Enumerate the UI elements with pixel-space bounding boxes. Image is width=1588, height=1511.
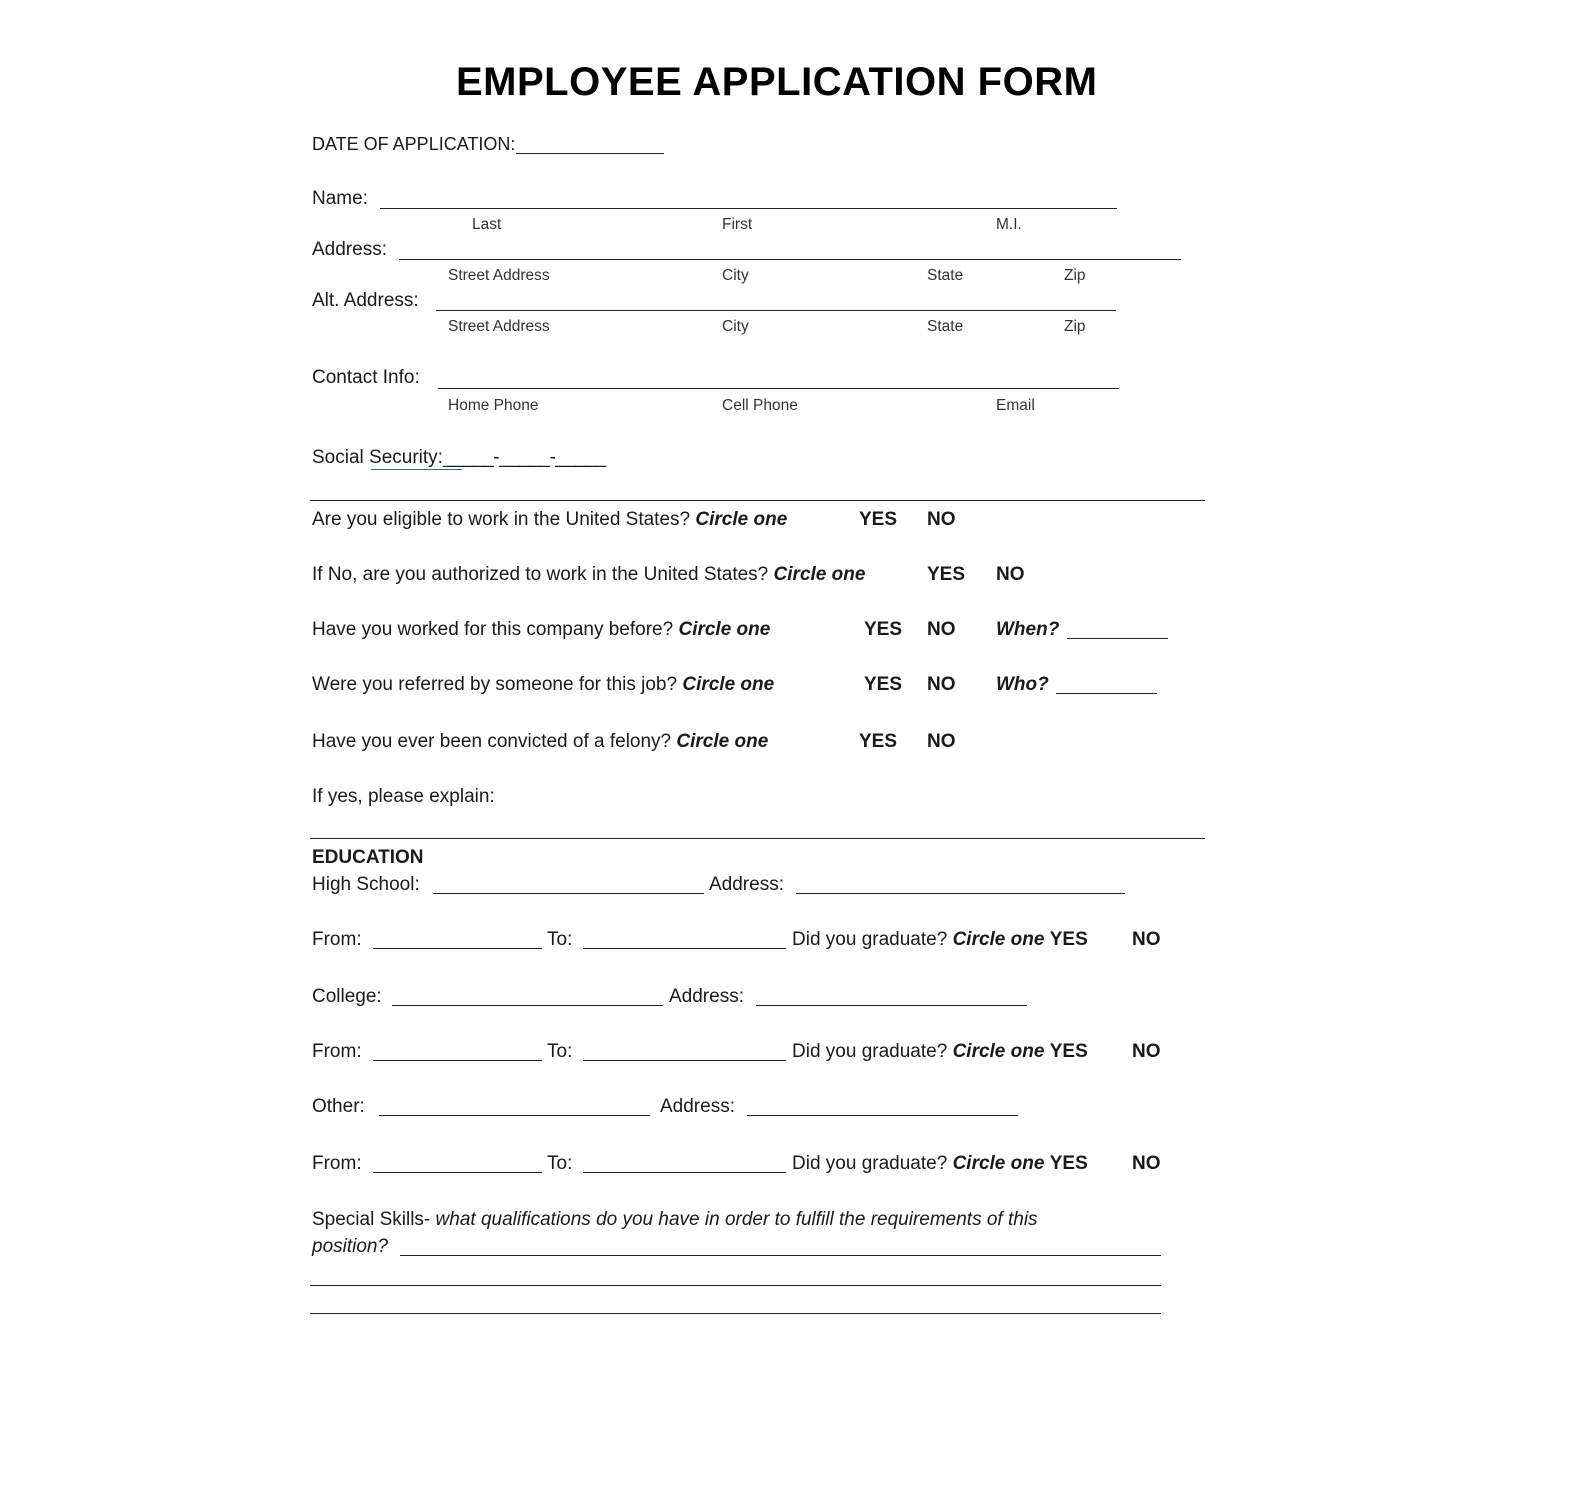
contact-label: Contact Info: (312, 367, 420, 388)
question-authorized: If No, are you authorized to work in the United States? Circle one (312, 564, 866, 585)
contact-field[interactable] (438, 388, 1119, 389)
college-from-label: From: (312, 1041, 362, 1062)
hs-to-field[interactable] (583, 948, 786, 949)
college-address-field[interactable] (756, 1005, 1027, 1006)
alt-address-sub-city: City (722, 318, 749, 335)
special-skills-field-3[interactable] (310, 1313, 1161, 1314)
alt-address-field[interactable] (436, 310, 1116, 311)
contact-sub-cell-phone: Cell Phone (722, 397, 798, 414)
alt-address-sub-street: Street Address (448, 318, 550, 335)
college-to-label: To: (547, 1041, 573, 1062)
question-referred: Were you referred by someone for this job? Circle one (312, 674, 775, 695)
hs-from-field[interactable] (373, 948, 542, 949)
explain-line[interactable] (310, 838, 1205, 839)
address-field[interactable] (399, 259, 1181, 260)
alt-address-sub-zip: Zip (1064, 318, 1086, 335)
special-skills-field-1[interactable] (400, 1255, 1161, 1256)
authorized-no-option[interactable]: NO (996, 564, 1025, 585)
other-label: Other: (312, 1096, 365, 1117)
high-school-label: High School: (312, 874, 420, 895)
question-eligible: Are you eligible to work in the United States? Circle one (312, 509, 788, 530)
other-graduate-yes-option[interactable]: YES (1049, 1153, 1088, 1174)
college-address-label: Address: (669, 986, 744, 1007)
college-to-field[interactable] (583, 1060, 786, 1061)
hs-graduate-question: Did you graduate? Circle one YES (792, 929, 1088, 950)
worked-before-yes-option[interactable]: YES (864, 619, 903, 640)
alt-address-label: Alt. Address: (312, 290, 419, 311)
name-sub-mi: M.I. (996, 216, 1022, 233)
referred-no-option[interactable]: NO (927, 674, 956, 695)
authorized-yes-option[interactable]: YES (927, 564, 966, 585)
question-worked-before: Have you worked for this company before? Circle one (312, 619, 771, 640)
name-sub-last: Last (472, 216, 502, 233)
hs-graduate-yes-option[interactable]: YES (1049, 929, 1088, 950)
name-sub-first: First (722, 216, 753, 233)
address-sub-state: State (927, 267, 964, 284)
high-school-field[interactable] (433, 893, 704, 894)
who-field[interactable] (1056, 693, 1157, 694)
felony-no-option[interactable]: NO (927, 731, 956, 752)
college-from-field[interactable] (373, 1060, 542, 1061)
worked-before-no-option[interactable]: NO (927, 619, 956, 640)
when-field[interactable] (1067, 638, 1168, 639)
contact-sub-email: Email (996, 397, 1035, 414)
address-sub-city: City (722, 267, 749, 284)
who-label: Who? (996, 674, 1049, 695)
when-label: When? (996, 619, 1060, 640)
section-divider (310, 500, 1205, 501)
education-heading: EDUCATION (312, 847, 424, 868)
other-to-field[interactable] (583, 1172, 786, 1173)
hs-from-label: From: (312, 929, 362, 950)
other-from-field[interactable] (373, 1172, 542, 1173)
special-skills-label: Special Skills- what qualifications do you have in order to fulfill the requirements of this (312, 1209, 1038, 1230)
college-graduate-no-option[interactable]: NO (1132, 1041, 1161, 1062)
hs-graduate-no-option[interactable]: NO (1132, 929, 1161, 950)
eligible-yes-option[interactable]: YES (859, 509, 898, 530)
date-field[interactable] (516, 153, 664, 154)
name-label: Name: (312, 188, 368, 209)
college-label: College: (312, 986, 382, 1007)
name-field[interactable] (380, 208, 1117, 209)
special-skills-prompt-end: position? (312, 1236, 389, 1257)
other-address-field[interactable] (747, 1115, 1018, 1116)
address-sub-street: Street Address (448, 267, 550, 284)
spellcheck-underline (371, 469, 462, 470)
college-field[interactable] (392, 1005, 663, 1006)
hs-to-label: To: (547, 929, 573, 950)
other-to-label: To: (547, 1153, 573, 1174)
date-label: DATE OF APPLICATION: (312, 134, 516, 154)
eligible-no-option[interactable]: NO (927, 509, 956, 530)
other-field[interactable] (379, 1115, 650, 1116)
ssn-field[interactable]: _____-_____-_____ (442, 447, 606, 468)
address-sub-zip: Zip (1064, 267, 1086, 284)
explain-label: If yes, please explain: (312, 786, 495, 807)
other-from-label: From: (312, 1153, 362, 1174)
high-school-address-field[interactable] (796, 893, 1125, 894)
other-graduate-no-option[interactable]: NO (1132, 1153, 1161, 1174)
college-graduate-yes-option[interactable]: YES (1049, 1041, 1088, 1062)
alt-address-sub-state: State (927, 318, 964, 335)
referred-yes-option[interactable]: YES (864, 674, 903, 695)
contact-sub-home-phone: Home Phone (448, 397, 539, 414)
ssn-label: Social Security:_____-_____-_____ (312, 447, 606, 468)
other-address-label: Address: (660, 1096, 735, 1117)
address-label: Address: (312, 239, 387, 260)
other-graduate-question: Did you graduate? Circle one YES (792, 1153, 1088, 1174)
special-skills-field-2[interactable] (310, 1285, 1161, 1286)
form-title: EMPLOYEE APPLICATION FORM (456, 60, 1098, 104)
felony-yes-option[interactable]: YES (859, 731, 898, 752)
question-felony: Have you ever been convicted of a felony? Circle one (312, 731, 769, 752)
high-school-address-label: Address: (709, 874, 784, 895)
college-graduate-question: Did you graduate? Circle one YES (792, 1041, 1088, 1062)
